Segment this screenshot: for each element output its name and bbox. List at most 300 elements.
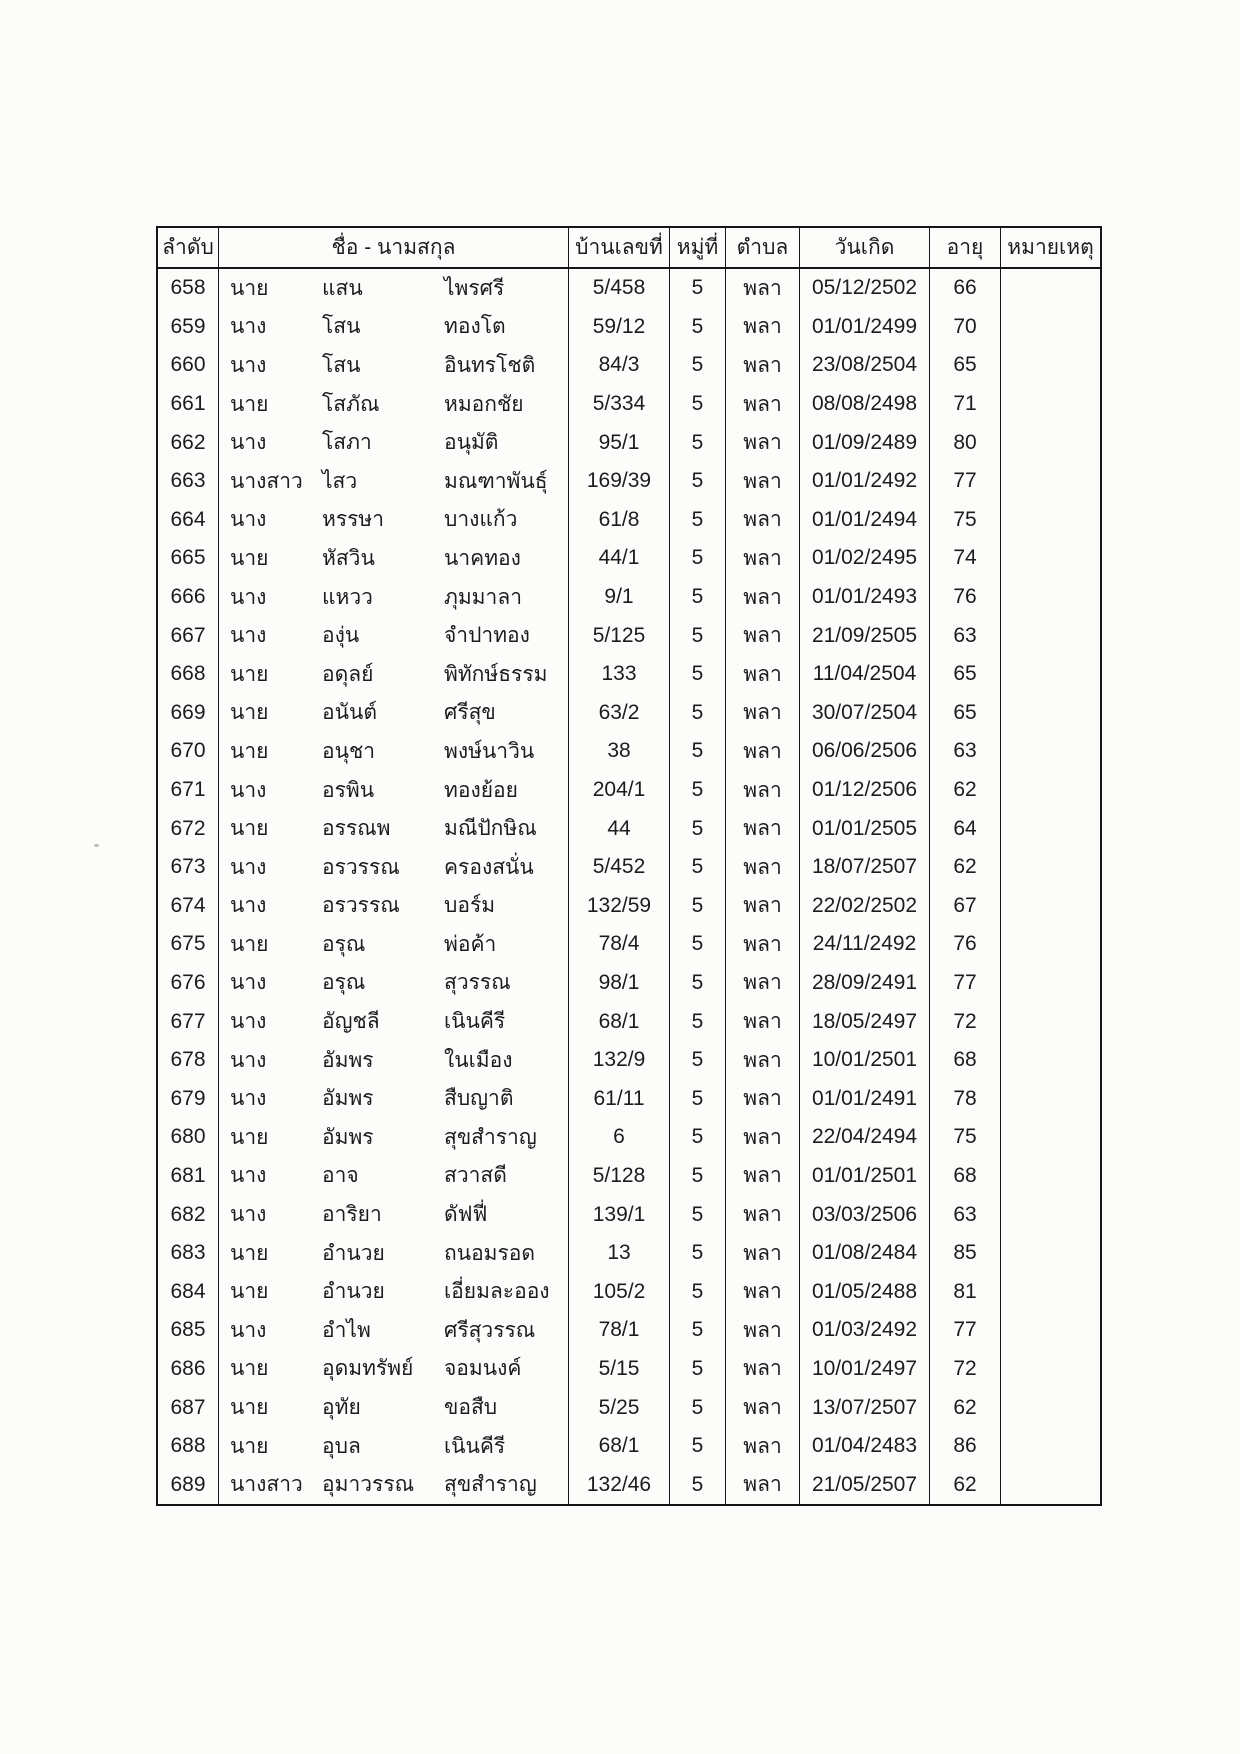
cell-remark [1001, 1234, 1100, 1273]
table-row [158, 385, 1100, 424]
cell-no: 688 [158, 1427, 219, 1466]
cell-title: นางสาว [230, 1473, 303, 1497]
cell-age: 70 [930, 308, 1001, 347]
table-row [158, 1311, 1100, 1350]
cell-name [219, 1311, 569, 1350]
table-row [158, 887, 1100, 926]
cell-tambon: พลา [726, 578, 800, 617]
cell-birthdate: 01/09/2489 [800, 423, 930, 462]
table-row [158, 1041, 1100, 1080]
cell-remark [1001, 848, 1100, 887]
cell-birthdate: 06/06/2506 [800, 732, 930, 771]
cell-last-name: อินทรโชติ [444, 353, 536, 377]
cell-first-name: หรรษา [322, 508, 385, 532]
cell-title: นาย [230, 1241, 269, 1265]
cell-age: 77 [930, 964, 1001, 1003]
cell-remark [1001, 269, 1100, 308]
cell-moo: 5 [670, 1079, 726, 1118]
col-header-remark: หมายเหตุ [1007, 236, 1094, 259]
cell-age: 76 [930, 925, 1001, 964]
cell-birthdate: 24/11/2492 [800, 925, 930, 964]
cell-no: 673 [158, 848, 219, 887]
cell-remark [1001, 1272, 1100, 1311]
cell-house-number: 5/25 [569, 1388, 670, 1427]
cell-age: 62 [930, 771, 1001, 810]
cell-name [219, 771, 569, 810]
cell-name [219, 385, 569, 424]
cell-name [219, 732, 569, 771]
cell-birthdate: 01/03/2492 [800, 1311, 930, 1350]
cell-birthdate: 01/05/2488 [800, 1272, 930, 1311]
cell-age: 63 [930, 616, 1001, 655]
cell-tambon: พลา [726, 1272, 800, 1311]
cell-tambon: พลา [726, 1465, 800, 1504]
cell-age: 63 [930, 1195, 1001, 1234]
cell-name [219, 1427, 569, 1466]
cell-last-name: พิทักษ์ธรรม [444, 662, 548, 686]
cell-no: 665 [158, 539, 219, 578]
cell-house-number: 63/2 [569, 694, 670, 733]
table-row [158, 1427, 1100, 1466]
cell-tambon: พลา [726, 1234, 800, 1273]
cell-remark [1001, 1002, 1100, 1041]
cell-birthdate: 01/01/2494 [800, 501, 930, 540]
cell-house-number: 132/46 [569, 1465, 670, 1504]
cell-remark [1001, 423, 1100, 462]
table-row [158, 578, 1100, 617]
cell-moo: 5 [670, 501, 726, 540]
cell-moo: 5 [670, 1272, 726, 1311]
resident-list-table [156, 226, 1102, 1506]
cell-age: 62 [930, 848, 1001, 887]
cell-moo: 5 [670, 578, 726, 617]
cell-title: นาง [230, 1087, 267, 1111]
table-row [158, 308, 1100, 347]
col-header-tambon: ตำบล [726, 228, 800, 267]
cell-title: นาง [230, 508, 267, 532]
table-row [158, 694, 1100, 733]
cell-first-name: อาจ [322, 1164, 359, 1188]
cell-first-name: อัมพร [322, 1125, 374, 1149]
cell-title: นาง [230, 1010, 267, 1034]
cell-first-name: โสภา [322, 431, 372, 455]
cell-name [219, 539, 569, 578]
cell-moo: 5 [670, 462, 726, 501]
table-row [158, 423, 1100, 462]
cell-title: นาย [230, 1280, 269, 1304]
cell-birthdate: 01/01/2499 [800, 308, 930, 347]
cell-age: 76 [930, 578, 1001, 617]
cell-title: นาย [230, 392, 269, 416]
cell-age: 67 [930, 887, 1001, 926]
cell-age: 64 [930, 809, 1001, 848]
cell-title: นาง [230, 431, 267, 455]
cell-moo: 5 [670, 346, 726, 385]
cell-name [219, 616, 569, 655]
cell-no: 668 [158, 655, 219, 694]
cell-tambon: พลา [726, 385, 800, 424]
cell-last-name: มณฑาพันธุ์ [444, 469, 548, 493]
cell-birthdate: 11/04/2504 [800, 655, 930, 694]
cell-tambon: พลา [726, 423, 800, 462]
cell-no: 660 [158, 346, 219, 385]
cell-last-name: จอมนงค์ [444, 1357, 522, 1381]
cell-name [219, 1234, 569, 1273]
table-row [158, 809, 1100, 848]
col-header-house-number: บ้านเลขที่ [569, 228, 670, 267]
cell-age: 81 [930, 1272, 1001, 1311]
cell-remark [1001, 1079, 1100, 1118]
cell-birthdate: 01/08/2484 [800, 1234, 930, 1273]
cell-name [219, 1272, 569, 1311]
table-row [158, 655, 1100, 694]
cell-first-name: แสน [322, 276, 363, 300]
cell-moo: 5 [670, 887, 726, 926]
cell-birthdate: 01/01/2493 [800, 578, 930, 617]
cell-title: นาง [230, 1048, 267, 1072]
cell-no: 683 [158, 1234, 219, 1273]
cell-house-number: 68/1 [569, 1427, 670, 1466]
cell-no: 667 [158, 616, 219, 655]
cell-last-name: เนินคีรี [444, 1010, 506, 1034]
table-row [158, 462, 1100, 501]
cell-no: 672 [158, 809, 219, 848]
cell-tambon: พลา [726, 809, 800, 848]
cell-tambon: พลา [726, 308, 800, 347]
cell-name [219, 655, 569, 694]
cell-first-name: แหวว [322, 585, 373, 609]
cell-remark [1001, 578, 1100, 617]
cell-last-name: ศรีสุวรรณ [444, 1318, 536, 1342]
cell-no: 677 [158, 1002, 219, 1041]
cell-last-name: พงษ์นาวิน [444, 739, 535, 763]
cell-age: 71 [930, 385, 1001, 424]
cell-name [219, 1350, 569, 1389]
cell-first-name: โสน [322, 353, 361, 377]
cell-first-name: อัมพร [322, 1087, 374, 1111]
cell-birthdate: 18/05/2497 [800, 1002, 930, 1041]
cell-name [219, 925, 569, 964]
cell-house-number: 9/1 [569, 578, 670, 617]
cell-house-number: 44/1 [569, 539, 670, 578]
cell-remark [1001, 809, 1100, 848]
cell-title: นาง [230, 624, 267, 648]
table-row [158, 539, 1100, 578]
cell-birthdate: 01/01/2491 [800, 1079, 930, 1118]
cell-title: นาย [230, 739, 269, 763]
table-row [158, 771, 1100, 810]
table-row [158, 964, 1100, 1003]
cell-first-name: อนุชา [322, 739, 376, 763]
cell-moo: 5 [670, 539, 726, 578]
cell-remark [1001, 308, 1100, 347]
table-row [158, 925, 1100, 964]
cell-name [219, 694, 569, 733]
cell-moo: 5 [670, 1350, 726, 1389]
cell-title: นาย [230, 1125, 269, 1149]
cell-house-number: 5/125 [569, 616, 670, 655]
cell-house-number: 132/59 [569, 887, 670, 926]
cell-house-number: 132/9 [569, 1041, 670, 1080]
cell-remark [1001, 732, 1100, 771]
cell-title: นางสาว [230, 469, 303, 493]
col-header-no: ลำดับ [158, 228, 219, 267]
cell-house-number: 95/1 [569, 423, 670, 462]
cell-house-number: 6 [569, 1118, 670, 1157]
cell-tambon: พลา [726, 1041, 800, 1080]
cell-first-name: อุบล [322, 1434, 361, 1458]
cell-tambon: พลา [726, 1427, 800, 1466]
cell-title: นาย [230, 932, 269, 956]
cell-house-number: 78/4 [569, 925, 670, 964]
cell-remark [1001, 539, 1100, 578]
cell-remark [1001, 694, 1100, 733]
cell-first-name: โสภัณ [322, 392, 380, 416]
cell-name [219, 308, 569, 347]
cell-tambon: พลา [726, 539, 800, 578]
cell-tambon: พลา [726, 616, 800, 655]
cell-name [219, 1388, 569, 1427]
table-row [158, 501, 1100, 540]
cell-last-name: สุขสำราญ [444, 1473, 537, 1497]
cell-first-name: อัญชลี [322, 1010, 380, 1034]
cell-house-number: 169/39 [569, 462, 670, 501]
cell-title: นาง [230, 1318, 267, 1342]
cell-first-name: ไสว [322, 469, 358, 493]
cell-first-name: อรุณ [322, 971, 366, 995]
cell-title: นาย [230, 1434, 269, 1458]
cell-first-name: อรวรรณ [322, 855, 400, 879]
cell-moo: 5 [670, 1002, 726, 1041]
cell-tambon: พลา [726, 346, 800, 385]
cell-no: 670 [158, 732, 219, 771]
cell-house-number: 84/3 [569, 346, 670, 385]
cell-title: นาง [230, 315, 267, 339]
col-header-age: อายุ [930, 228, 1001, 267]
cell-title: นาง [230, 353, 267, 377]
cell-title: นาง [230, 894, 267, 918]
cell-moo: 5 [670, 848, 726, 887]
cell-first-name: อรวรรณ [322, 894, 400, 918]
cell-tambon: พลา [726, 848, 800, 887]
cell-house-number: 78/1 [569, 1311, 670, 1350]
cell-remark [1001, 501, 1100, 540]
cell-house-number: 204/1 [569, 771, 670, 810]
cell-birthdate: 18/07/2507 [800, 848, 930, 887]
cell-tambon: พลา [726, 462, 800, 501]
cell-no: 682 [158, 1195, 219, 1234]
cell-first-name: อำไพ [322, 1318, 371, 1342]
cell-birthdate: 01/01/2501 [800, 1157, 930, 1196]
cell-moo: 5 [670, 616, 726, 655]
cell-title: นาย [230, 817, 269, 841]
cell-last-name: พ่อค้า [444, 932, 497, 956]
cell-name [219, 964, 569, 1003]
cell-first-name: โสน [322, 315, 361, 339]
cell-house-number: 68/1 [569, 1002, 670, 1041]
cell-birthdate: 13/07/2507 [800, 1388, 930, 1427]
cell-birthdate: 01/02/2495 [800, 539, 930, 578]
cell-name [219, 1157, 569, 1196]
scan-artifact [94, 844, 99, 847]
cell-last-name: ขอสืบ [444, 1396, 498, 1420]
table-row [158, 1195, 1100, 1234]
cell-no: 685 [158, 1311, 219, 1350]
cell-last-name: สวาสดี [444, 1164, 507, 1188]
cell-remark [1001, 964, 1100, 1003]
cell-house-number: 13 [569, 1234, 670, 1273]
cell-last-name: ดัฟฟี่ [444, 1203, 488, 1227]
cell-age: 75 [930, 501, 1001, 540]
cell-birthdate: 22/02/2502 [800, 887, 930, 926]
cell-age: 86 [930, 1427, 1001, 1466]
cell-house-number: 61/11 [569, 1079, 670, 1118]
cell-house-number: 5/334 [569, 385, 670, 424]
cell-no: 666 [158, 578, 219, 617]
cell-age: 77 [930, 462, 1001, 501]
cell-name [219, 809, 569, 848]
cell-remark [1001, 1311, 1100, 1350]
table-row [158, 1002, 1100, 1041]
cell-age: 62 [930, 1388, 1001, 1427]
cell-first-name: อดุลย์ [322, 662, 374, 686]
cell-age: 65 [930, 694, 1001, 733]
cell-age: 72 [930, 1002, 1001, 1041]
col-header-birthdate: วันเกิด [800, 228, 930, 267]
cell-first-name: หัสวิน [322, 546, 375, 570]
cell-name [219, 1002, 569, 1041]
cell-age: 72 [930, 1350, 1001, 1389]
table-row [158, 1118, 1100, 1157]
cell-title: นาง [230, 778, 267, 802]
cell-moo: 5 [670, 1195, 726, 1234]
cell-last-name: ทองย้อย [444, 778, 518, 802]
cell-title: นาง [230, 971, 267, 995]
cell-no: 662 [158, 423, 219, 462]
cell-name [219, 1195, 569, 1234]
cell-remark [1001, 616, 1100, 655]
cell-tambon: พลา [726, 1388, 800, 1427]
cell-birthdate: 21/05/2507 [800, 1465, 930, 1504]
cell-tambon: พลา [726, 694, 800, 733]
cell-remark [1001, 1195, 1100, 1234]
cell-moo: 5 [670, 964, 726, 1003]
cell-last-name: ไพรศรี [444, 276, 505, 300]
cell-name [219, 887, 569, 926]
cell-last-name: บอร์ม [444, 894, 496, 918]
cell-moo: 5 [670, 809, 726, 848]
cell-no: 671 [158, 771, 219, 810]
cell-last-name: เนินคีรี [444, 1434, 506, 1458]
cell-tambon: พลา [726, 925, 800, 964]
cell-moo: 5 [670, 423, 726, 462]
table-row [158, 1465, 1100, 1504]
cell-tambon: พลา [726, 732, 800, 771]
cell-birthdate: 03/03/2506 [800, 1195, 930, 1234]
cell-last-name: สุขสำราญ [444, 1125, 537, 1149]
cell-no: 675 [158, 925, 219, 964]
cell-moo: 5 [670, 1311, 726, 1350]
cell-last-name: จำปาทอง [444, 624, 530, 648]
cell-house-number: 61/8 [569, 501, 670, 540]
table-row [158, 269, 1100, 308]
cell-name [219, 1118, 569, 1157]
cell-title: นาย [230, 546, 269, 570]
cell-title: นาย [230, 276, 269, 300]
cell-no: 661 [158, 385, 219, 424]
cell-no: 669 [158, 694, 219, 733]
cell-name [219, 578, 569, 617]
table-row [158, 1079, 1100, 1118]
cell-house-number: 5/15 [569, 1350, 670, 1389]
cell-tambon: พลา [726, 1195, 800, 1234]
table-row [158, 346, 1100, 385]
col-header-moo: หมู่ที่ [670, 228, 726, 267]
cell-remark [1001, 1388, 1100, 1427]
cell-name [219, 423, 569, 462]
cell-birthdate: 10/01/2497 [800, 1350, 930, 1389]
cell-tambon: พลา [726, 1311, 800, 1350]
cell-birthdate: 01/04/2483 [800, 1427, 930, 1466]
cell-no: 663 [158, 462, 219, 501]
table-row [158, 848, 1100, 887]
cell-age: 75 [930, 1118, 1001, 1157]
table-body [158, 269, 1100, 1504]
cell-last-name: อนุมัติ [444, 431, 499, 455]
cell-no: 684 [158, 1272, 219, 1311]
cell-title: นาง [230, 585, 267, 609]
cell-age: 65 [930, 655, 1001, 694]
cell-name [219, 501, 569, 540]
cell-title: นาย [230, 1396, 269, 1420]
cell-tambon: พลา [726, 1079, 800, 1118]
cell-moo: 5 [670, 1388, 726, 1427]
cell-last-name: สุวรรณ [444, 971, 511, 995]
cell-no: 674 [158, 887, 219, 926]
cell-last-name: หมอกชัย [444, 392, 524, 416]
cell-first-name: อรุณ [322, 932, 366, 956]
cell-remark [1001, 462, 1100, 501]
cell-moo: 5 [670, 308, 726, 347]
cell-first-name: อาริยา [322, 1203, 382, 1227]
cell-house-number: 139/1 [569, 1195, 670, 1234]
cell-tambon: พลา [726, 887, 800, 926]
cell-name [219, 1041, 569, 1080]
table-row [158, 1272, 1100, 1311]
cell-age: 68 [930, 1041, 1001, 1080]
cell-tambon: พลา [726, 964, 800, 1003]
cell-no: 658 [158, 269, 219, 308]
cell-remark [1001, 1041, 1100, 1080]
cell-last-name: ศรีสุข [444, 701, 496, 725]
cell-first-name: อรพิน [322, 778, 375, 802]
cell-moo: 5 [670, 1041, 726, 1080]
cell-title: นาย [230, 662, 269, 686]
cell-house-number: 5/128 [569, 1157, 670, 1196]
cell-first-name: อนันต์ [322, 701, 377, 725]
cell-last-name: นาคทอง [444, 546, 521, 570]
cell-first-name: อัมพร [322, 1048, 374, 1072]
col-header-name: ชื่อ - นามสกุล [219, 228, 569, 267]
cell-title: นาย [230, 1357, 269, 1381]
table-row [158, 1157, 1100, 1196]
cell-last-name: ครองสนั่น [444, 855, 534, 879]
cell-moo: 5 [670, 925, 726, 964]
cell-house-number: 59/12 [569, 308, 670, 347]
cell-no: 659 [158, 308, 219, 347]
cell-moo: 5 [670, 1118, 726, 1157]
cell-last-name: บางแก้ว [444, 508, 518, 532]
